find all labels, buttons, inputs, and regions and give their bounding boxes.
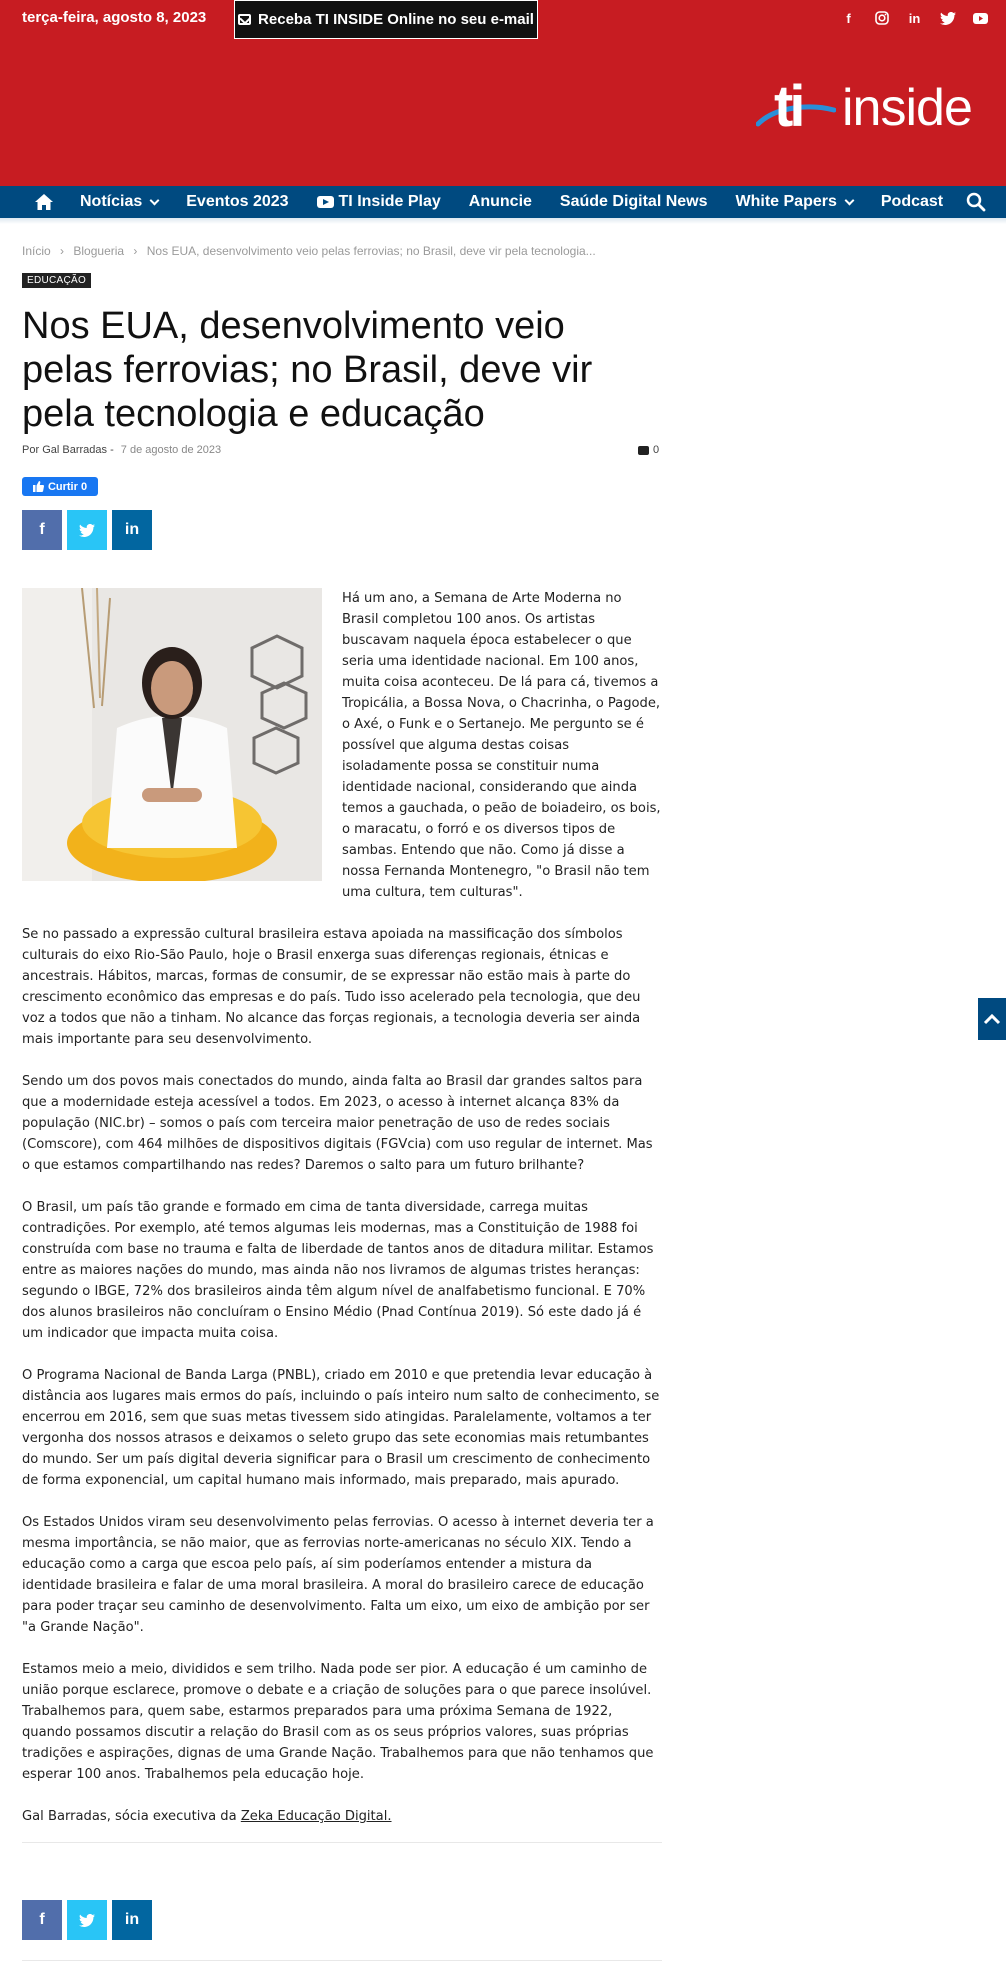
nav-item-saude-digital[interactable]: Saúde Digital News xyxy=(559,193,708,210)
share-twitter-button[interactable] xyxy=(67,510,107,550)
twitter-icon xyxy=(79,1914,95,1927)
article-meta xyxy=(22,444,221,456)
share-twitter-button[interactable] xyxy=(67,1900,107,1940)
thumbs-up-icon xyxy=(33,481,44,492)
article-title: Nos EUA, desenvolvimento veio pelas ferrovias; no Brasil, deve vir pela tecnologia e educação xyxy=(22,305,593,435)
comments-count: 0 xyxy=(653,444,660,456)
site-header xyxy=(0,0,1006,186)
comment-icon xyxy=(638,446,649,455)
facebook-icon: f xyxy=(39,521,45,538)
divider xyxy=(22,1842,662,1843)
share-facebook-button[interactable] xyxy=(22,510,62,550)
by-label: Por xyxy=(22,444,40,456)
breadcrumb-home[interactable]: Início xyxy=(22,244,51,258)
linkedin-icon[interactable]: in xyxy=(908,10,921,26)
article-signature: Gal Barradas, sócia executiva da Zeka Educação Digital. xyxy=(22,1809,392,1824)
share-linkedin-button[interactable] xyxy=(112,510,152,550)
current-date: terça-feira, agosto 8, 2023 xyxy=(22,9,207,26)
breadcrumb xyxy=(22,244,602,258)
meta-separator: - xyxy=(110,444,114,456)
nav-item-white-papers[interactable]: White Papers xyxy=(722,186,867,218)
article-paragraph: Há um ano, a Semana de Arte Moderna no Brasil completou 100 anos. Os artistas buscavam naquela época estabelecer o que seria uma identidade nacional. Em 100 anos, muita coisa aconteceu. De lá para cá, tivemos a Tropicália, a Bossa Nova, o Chacrinha, o Pagode, o Axé, o Funk e o Sertanejo. Me pergunto se é possível que alguma destas coisas isoladamente possa se constituir numa identidade nacional, considerando que ainda temos a gauchada, o peão de boiadeiro, os bois, o maracatu, o forró e os diversos tipos de sambas. Entendo que não. Como já disse a nossa Fernanda Montenegro, "o Brasil não tem uma cultura, tem culturas". xyxy=(342,591,661,900)
article-paragraph: O Brasil, um país tão grande e formado em cima de tanta diversidade, carrega muitas contradições. Por exemplo, até temos algumas leis modernas, mas a Constituição de 1988 foi construída com base no trauma e falta de liberdade de tantos anos de ditadura militar. Estamos entre as maiores nações do mundo, mas ainda não nos livramos de algumas tristes heranças: segundo o IBGE, 72% dos brasileiros ainda têm algum nível de analfabetismo funcional. E 70% dos alunos brasileiros não concluíram o Ensino Médio (Pnad Contínua 2019). Só este dado já é um indicador que impacta muita coisa. xyxy=(22,1200,654,1341)
breadcrumb-separator: › xyxy=(133,244,138,258)
comments-link[interactable] xyxy=(638,444,659,456)
logo-inside: inside xyxy=(842,79,972,137)
divider xyxy=(22,1960,662,1961)
share-buttons-top xyxy=(22,510,152,550)
nav-item-anuncie[interactable]: Anuncie xyxy=(468,193,532,210)
article-paragraph: Estamos meio a meio, divididos e sem trilho. Nada pode ser pior. A educação é um caminho de união porque esclarece, promove o debate e a criação de soluções para o que parece insolúvel. Trabalhemos para, quem sabe, estarmos preparados para uma próxima Semana de 1922, quando possamos discutir a relação do Brasil com as os seus próprios valores, suas próprias tradições e aspirações, dignas de uma Grande Nação. Trabalhemos para que não tenhamos que esperar 100 anos. Trabalhemos pela educação hoje. xyxy=(22,1662,654,1782)
linkedin-icon: in xyxy=(124,521,140,538)
breadcrumb-current: Nos EUA, desenvolvimento veio pelas ferrovias; no Brasil, deve vir pela tecnologia... xyxy=(146,244,596,258)
linkedin-icon: in xyxy=(124,1911,140,1928)
youtube-icon[interactable] xyxy=(969,8,992,28)
newsletter-button[interactable] xyxy=(234,0,538,39)
facebook-like-button[interactable] xyxy=(22,477,98,496)
nav-item-noticias[interactable]: Notícias xyxy=(66,186,172,218)
article-paragraph: O Programa Nacional de Banda Larga (PNBL), criado em 2010 e que pretendia levar educação à distância aos lugares mais ermos do país, incluindo o país inteiro num salto de conhecimento, se encerrou em 2016, sem que suas metas tivessem sido atingidas. Paralelamente, voltamos a ter vergonha dos nossos atrasos e deixamos o seleto grupo das sete economias mais retumbantes do mundo. Ser um país digital deveria significar para o Brasil um crescimento de conhecimento de forma exponencial, um capital humano mais informado, mais preparado, mais apurado. xyxy=(22,1368,660,1488)
chevron-up-icon xyxy=(983,1013,1001,1025)
nav-item-podcast[interactable]: Podcast xyxy=(880,193,944,210)
chevron-down-icon xyxy=(150,195,160,205)
share-buttons-bottom xyxy=(22,1900,152,1940)
nav-item-ti-inside-play[interactable]: TI Inside Play xyxy=(303,186,455,218)
share-facebook-button[interactable] xyxy=(22,1900,62,1940)
chevron-down-icon xyxy=(844,195,854,205)
article-paragraph: Os Estados Unidos viram seu desenvolvimento pelas ferrovias. O acesso à internet deveria ter a mesma importância, se não maior, que as ferrovias norte-americanas no século XIX. Tendo a educação como a carga que escoa pelo país, aí sim poderíamos entender a mistura da identidade brasileira e falar de uma moral brasileira. A moral do brasileiro carece de educação para poder traçar seu caminho de desenvolvimento. Falta um eixo, um eixo de ambição por ser "a Grande Nação". xyxy=(22,1515,654,1635)
logo-ti: ti xyxy=(774,74,802,139)
nav-item-eventos[interactable]: Eventos 2023 xyxy=(186,193,289,210)
article-body xyxy=(22,588,662,1848)
breadcrumb-separator: › xyxy=(60,244,65,258)
twitter-icon xyxy=(79,524,95,537)
instagram-icon[interactable] xyxy=(870,8,893,28)
author-link[interactable]: Gal Barradas xyxy=(42,444,107,456)
facebook-icon[interactable]: f xyxy=(846,10,851,26)
play-icon xyxy=(317,196,334,208)
nav-shadow xyxy=(0,218,1006,224)
article-paragraph: Se no passado a expressão cultural brasileira estava apoiada na massificação dos símbolos culturais do eixo Rio-São Paulo, hoje o Brasil enxerga suas diferenças regionais, étnicas e ancestrais. Hábitos, marcas, formas de consumir, de se expressar não estão mais à parte do crescimento econômico das empresas e do país. Tudo isso acelerado pela tecnologia, que deu voz a todos que não a tinham. No alcance das forças regionais, a tecnologia deveria ser ainda mais importante para seu desenvolvimento. xyxy=(22,927,641,1047)
site-logo[interactable] xyxy=(756,74,972,146)
category-badge[interactable]: EDUCAÇÃO xyxy=(22,273,91,288)
back-to-top-button[interactable] xyxy=(978,998,1006,1040)
main-navigation xyxy=(0,186,1006,218)
social-links xyxy=(837,8,992,28)
facebook-icon: f xyxy=(39,1911,45,1928)
share-linkedin-button[interactable] xyxy=(112,1900,152,1940)
zeka-link[interactable]: Zeka Educação Digital. xyxy=(240,1809,392,1824)
home-icon[interactable] xyxy=(22,186,66,218)
newsletter-label: Receba TI INSIDE Online no seu e-mail xyxy=(258,11,534,28)
envelope-icon xyxy=(238,14,251,25)
like-label: Curtir 0 xyxy=(47,480,88,493)
breadcrumb-section[interactable]: Blogueria xyxy=(73,244,125,258)
article-paragraph: Sendo um dos povos mais conectados do mundo, ainda falta ao Brasil dar grandes saltos para que a modernidade esteja acessível a todos. Em 2023, o acesso à internet alcança 83% da população (NIC.br) – somos o país com terceira maior penetração de uso de redes sociais (Comscore), com 464 milhões de dispositivos digitais (FGVcia) com uso regular de internet. Mas o que estamos compartilhando nas redes? Daremos o salto para um futuro brilhante? xyxy=(22,1074,653,1173)
publish-date: 7 de agosto de 2023 xyxy=(120,444,222,456)
twitter-icon[interactable] xyxy=(936,8,959,28)
search-icon[interactable] xyxy=(966,192,988,214)
